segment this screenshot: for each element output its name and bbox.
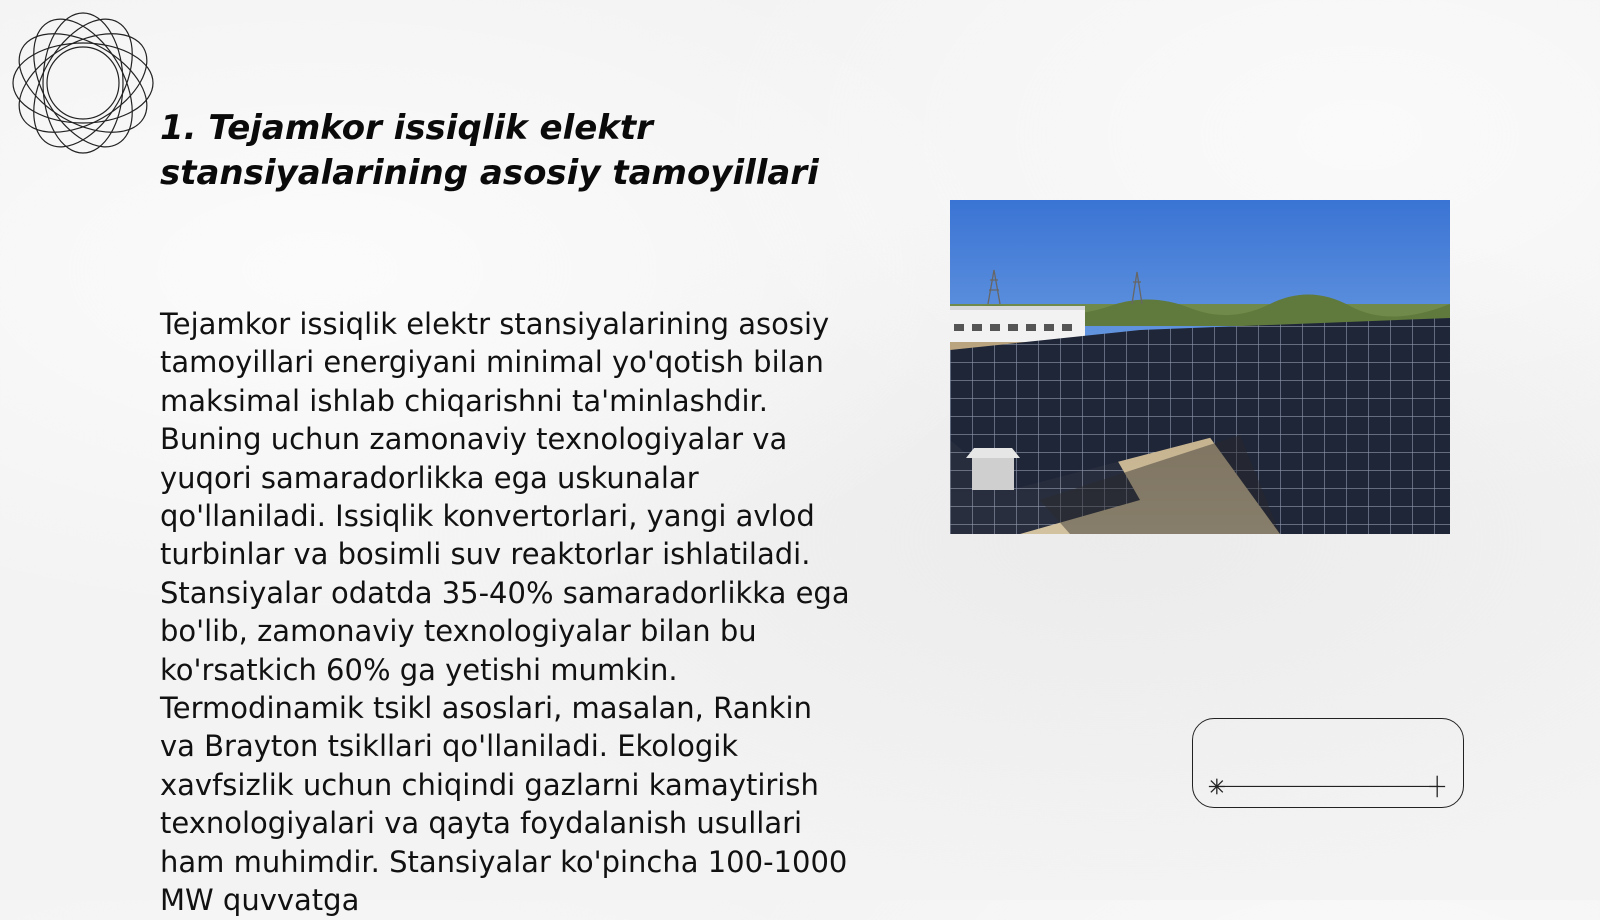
orbit-rings-icon bbox=[10, 10, 156, 156]
star-icon bbox=[1429, 776, 1445, 798]
slide-body-text: Tejamkor issiqlik elektr stansiyalarining asosiy tamoyillari energiyani minimal yo'qotish bilan maksimal ishlab chiqarishni ta'minlashdir. Buning uchun zamonaviy texnologiyalar va yuqori samaradorlikka ega uskunalar qo'llaniladi. Issiqlik konvertorlari, yangi avlod turbinlar va bosimli suv reaktorlar ishlatiladi. Stansiyalar odatda 35-40% samaradorlikka ega bo'lib, zamonaviy texnologiyalar bilan bu ko'rsatkich 60% ga yetishi mumkin. Termodinamik tsikl asoslari, masalan, Rankin va Brayton tsikllari qo'llaniladi. Ekologik xavfsizlik uchun chiqindi gazlarni kamaytirish texnologiyalari va qayta foydalanish usullari ham muhimdir. Stansiyalar ko'pincha 100-1000 MW quvvatga bbox=[160, 307, 850, 918]
decorative-frame bbox=[1192, 718, 1464, 808]
solar-panels-photo bbox=[950, 200, 1450, 534]
slide-title: 1. Tejamkor issiqlik elektr stansiyalarining asosiy tamoyillari bbox=[160, 108, 819, 193]
sparkle-icon bbox=[1209, 779, 1225, 795]
